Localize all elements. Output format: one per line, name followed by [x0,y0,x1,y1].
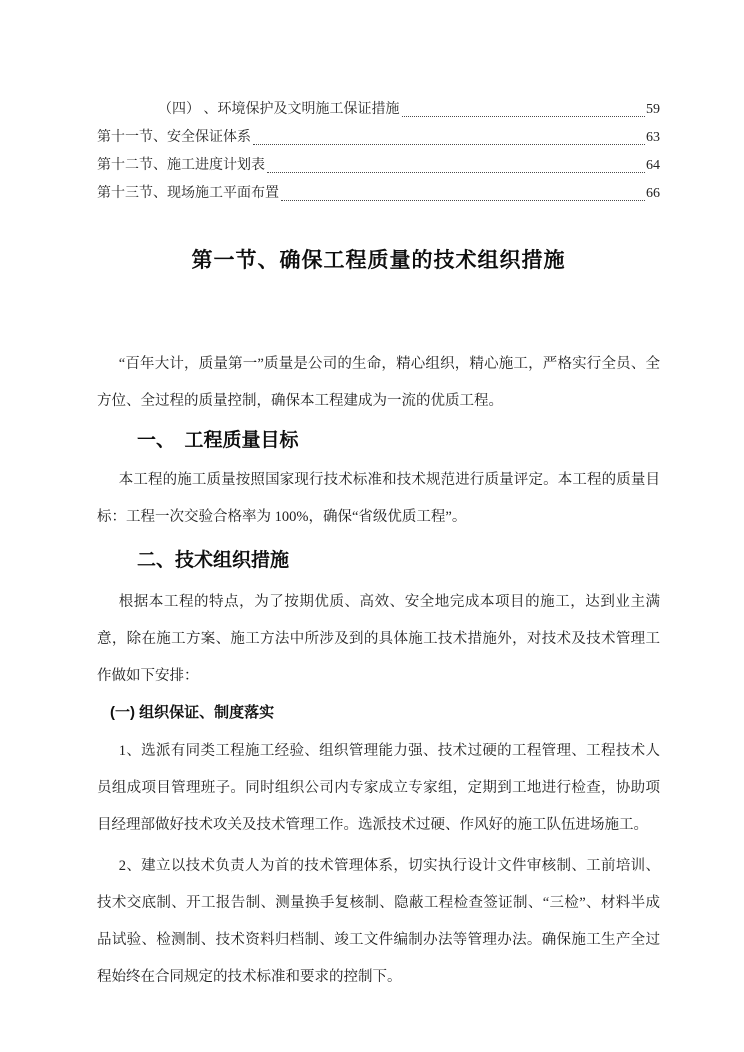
toc-page-number: 66 [646,186,660,201]
toc-dotted-leader [281,200,645,201]
toc-entry-label: （四） 、环境保护及文明施工保证措施 [158,102,400,117]
paragraph-measures-intro: 根据本工程的特点，为了按期优质、高效、安全地完成本项目的施工，达到业主满意，除在施工方案、施工方法中所涉及到的具体施工技术措施外，对技术及技术管理工作做如下安排： [97,594,660,684]
toc-dotted-leader [267,172,645,173]
subheading-organization-guarantee: (一) 组织保证、制度落实 [110,704,275,721]
toc-page-number: 59 [646,102,660,117]
toc-dotted-leader [402,116,646,117]
toc-dotted-leader [253,144,645,145]
paragraph-quality-goal: 本工程的施工质量按照国家现行技术标准和技术规范进行质量评定。本工程的质量目标：工程一次交验合格率为 100%，确保“省级优质工程”。 [97,472,660,525]
toc-entry[interactable] [97,152,660,180]
table-of-contents [97,96,660,208]
toc-entry[interactable] [97,124,660,152]
toc-entry[interactable] [97,180,660,208]
toc-entry-label: 第十一节、安全保证体系 [97,130,251,145]
toc-page-number: 63 [646,130,660,145]
toc-entry-label: 第十三节、现场施工平面布置 [97,186,279,201]
toc-entry[interactable] [97,96,660,124]
toc-entry-label: 第十二节、施工进度计划表 [97,158,265,173]
heading-technical-measures: 二、技术组织措施 [137,550,290,571]
paragraph-intro: “百年大计，质量第一”质量是公司的生命，精心组织，精心施工，严格实行全员、全方位、全过程的质量控制，确保本工程建成为一流的优质工程。 [97,356,660,409]
heading-quality-target: 一、 工程质量目标 [137,430,299,451]
toc-page-number: 64 [646,158,660,173]
section-title: 第一节、确保工程质量的技术组织措施 [191,249,566,272]
paragraph-item-1: 1、选派有同类工程施工经验、组织管理能力强、技术过硬的工程管理、工程技术人员组成项目管理班子。同时组织公司内专家成立专家组，定期到工地进行检查，协助项目经理部做好技术攻关及技术管理工作。选派技术过硬、作风好的施工队伍进场施工。 [97,743,660,833]
paragraph-item-2: 2、建立以技术负责人为首的技术管理体系，切实执行设计文件审核制、工前培训、技术交底制、开工报告制、测量换手复核制、隐蔽工程检查签证制、“三检”、材料半成品试验、检测制、技术资料归档制、竣工文件编制办法等管理办法。确保施工生产全过程始终在合同规定的技术标准和要求的控制下。 [97,858,660,985]
